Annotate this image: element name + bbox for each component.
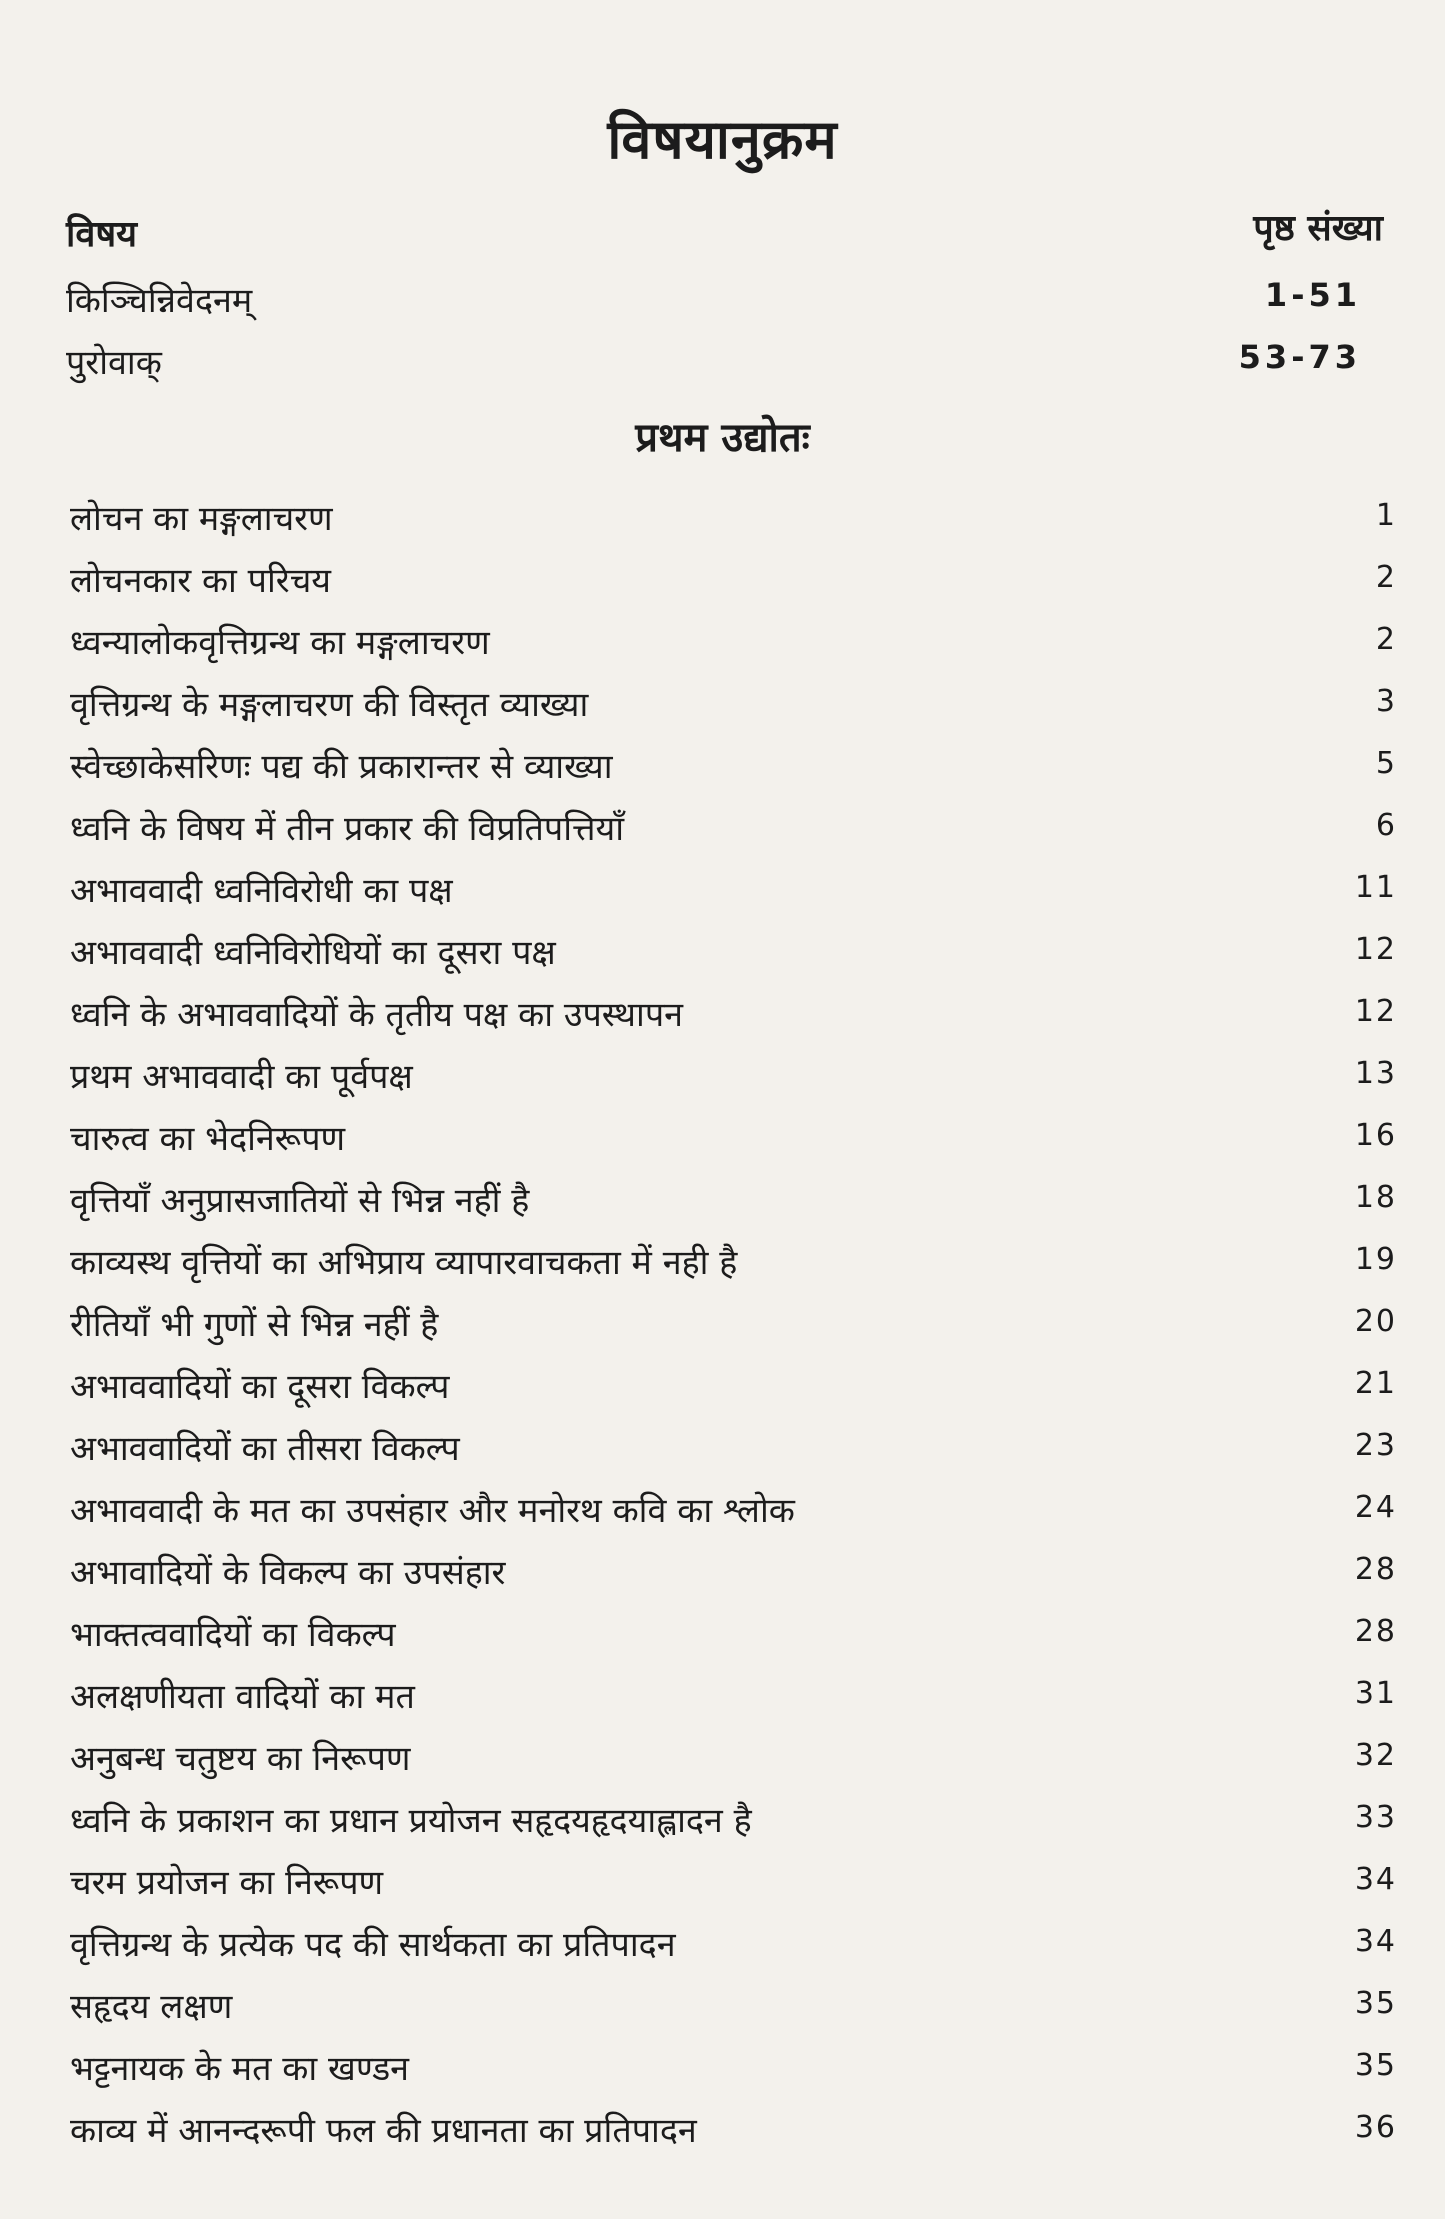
toc-entry-topic: अभाववादी ध्वनिविरोधी का पक्ष (70, 871, 453, 911)
toc-entries (0, 488, 1445, 2162)
toc-entry-topic: लोचन का मङ्गलाचरण (70, 499, 333, 539)
toc-entry-topic: अभाववादियों का तीसरा विकल्प (70, 1429, 460, 1469)
toc-entry-page: 34 (1354, 1862, 1397, 1897)
toc-entry-page: 32 (1354, 1738, 1397, 1773)
toc-entry-row (70, 674, 1397, 736)
toc-entry-page: 2 (1375, 560, 1397, 595)
front-matter-topic: पुरोवाक् (66, 343, 162, 383)
toc-entry-row (70, 1728, 1397, 1790)
front-matter-row (66, 338, 1383, 394)
toc-entry-page: 33 (1354, 1800, 1397, 1835)
toc-entry-page: 20 (1354, 1304, 1397, 1339)
toc-entry-page: 3 (1375, 684, 1397, 719)
toc-entry-row (70, 550, 1397, 612)
toc-entry-topic: काव्यस्थ वृत्तियों का अभिप्राय व्यापारवाचकता में नही है (70, 1243, 738, 1283)
toc-entry-row (70, 2038, 1397, 2100)
toc-entry-row (70, 1976, 1397, 2038)
section-heading: प्रथम उद्योतः (635, 415, 810, 461)
toc-entry-page: 11 (1354, 870, 1397, 905)
toc-entry-page: 21 (1354, 1366, 1397, 1401)
toc-entry-topic: चारुत्व का भेदनिरूपण (70, 1119, 346, 1159)
toc-entry-page: 1 (1375, 498, 1397, 533)
toc-entry-topic: अभावादियों के विकल्प का उपसंहार (70, 1553, 506, 1593)
toc-entry-row (70, 1418, 1397, 1480)
toc-entry-page: 24 (1354, 1490, 1397, 1525)
page-title: विषयानुक्रम (607, 108, 838, 171)
toc-entry-row (70, 860, 1397, 922)
column-header-topic: विषय (66, 214, 138, 255)
toc-entry-topic: वृत्तिग्रन्थ के मङ्गलाचरण की विस्तृत व्याख्या (70, 685, 589, 725)
toc-entry-page: 12 (1354, 994, 1397, 1029)
toc-entry-topic: ध्वनि के प्रकाशन का प्रधान प्रयोजन सहृदयहृदयाह्लादन है (70, 1801, 752, 1841)
toc-entry-row (70, 1604, 1397, 1666)
toc-entry-row (70, 1046, 1397, 1108)
toc-entry-row (70, 798, 1397, 860)
toc-entry-page: 28 (1354, 1614, 1397, 1649)
toc-entry-row (70, 1790, 1397, 1852)
toc-entry-page: 5 (1375, 746, 1397, 781)
front-matter-row (66, 276, 1383, 332)
toc-entry-row (70, 1356, 1397, 1418)
toc-entry-topic: अभाववादी के मत का उपसंहार और मनोरथ कवि का श्लोक (70, 1491, 795, 1531)
toc-entry-row (70, 1170, 1397, 1232)
toc-entry-topic: अभाववादियों का दूसरा विकल्प (70, 1367, 450, 1407)
front-matter-page: 1-51 (1264, 276, 1361, 314)
toc-entry-row (70, 984, 1397, 1046)
toc-entry-page: 19 (1354, 1242, 1397, 1277)
toc-entry-page: 18 (1354, 1180, 1397, 1215)
toc-entry-row (70, 1294, 1397, 1356)
toc-entry-topic: ध्वनि के अभाववादियों के तृतीय पक्ष का उपस्थापन (70, 995, 684, 1035)
toc-entry-topic: अलक्षणीयता वादियों का मत (70, 1677, 415, 1717)
toc-entry-topic: अनुबन्ध चतुष्टय का निरूपण (70, 1739, 411, 1779)
front-matter-page: 53-73 (1238, 338, 1361, 376)
toc-entry-topic: सहृदय लक्षण (70, 1987, 233, 2027)
toc-entry-page: 12 (1354, 932, 1397, 967)
toc-entry-topic: अभाववादी ध्वनिविरोधियों का दूसरा पक्ष (70, 933, 556, 973)
toc-entry-page: 13 (1354, 1056, 1397, 1091)
toc-entry-page: 34 (1354, 1924, 1397, 1959)
toc-entry-row (70, 1666, 1397, 1728)
toc-entry-row (70, 922, 1397, 984)
toc-entry-row (70, 488, 1397, 550)
toc-entry-topic: वृत्तिग्रन्थ के प्रत्येक पद की सार्थकता का प्रतिपादन (70, 1925, 676, 1965)
toc-entry-topic: चरम प्रयोजन का निरूपण (70, 1863, 384, 1903)
toc-entry-row (70, 1480, 1397, 1542)
toc-entry-topic: भाक्तत्ववादियों का विकल्प (70, 1615, 396, 1655)
toc-entry-row (70, 1232, 1397, 1294)
toc-entry-row (70, 736, 1397, 798)
toc-entry-page: 35 (1354, 1986, 1397, 2021)
toc-entry-topic: लोचनकार का परिचय (70, 561, 332, 601)
toc-entry-topic: स्वेच्छाकेसरिणः पद्य की प्रकारान्तर से व्याख्या (70, 747, 613, 787)
toc-entry-page: 6 (1375, 808, 1397, 843)
toc-entry-page: 23 (1354, 1428, 1397, 1463)
toc-entry-page: 2 (1375, 622, 1397, 657)
toc-entry-row (70, 1542, 1397, 1604)
toc-entry-topic: ध्वनि के विषय में तीन प्रकार की विप्रतिपत्तियाँ (70, 809, 625, 849)
toc-entry-page: 36 (1354, 2110, 1397, 2145)
toc-entry-page: 35 (1354, 2048, 1397, 2083)
toc-entry-topic: काव्य में आनन्दरूपी फल की प्रधानता का प्रतिपादन (70, 2111, 697, 2151)
toc-entry-page: 16 (1354, 1118, 1397, 1153)
toc-entry-topic: वृत्तियाँ अनुप्रासजातियों से भिन्न नहीं है (70, 1181, 530, 1221)
toc-entry-topic: रीतियाँ भी गुणों से भिन्न नहीं है (70, 1305, 439, 1345)
toc-entry-page: 31 (1354, 1676, 1397, 1711)
toc-entry-row (70, 612, 1397, 674)
toc-entry-row (70, 2100, 1397, 2162)
toc-entry-topic: भट्टनायक के मत का खण्डन (70, 2049, 410, 2089)
toc-entry-row (70, 1108, 1397, 1170)
toc-entry-topic: प्रथम अभाववादी का पूर्वपक्ष (70, 1057, 413, 1097)
toc-entry-topic: ध्वन्यालोकवृत्तिग्रन्थ का मङ्गलाचरण (70, 623, 490, 663)
toc-entry-page: 28 (1354, 1552, 1397, 1587)
front-matter-topic: किञ्चिन्निवेदनम् (66, 281, 253, 321)
toc-entry-row (70, 1914, 1397, 1976)
column-header-page-number: पृष्ठ संख्या (1253, 208, 1383, 249)
toc-entry-row (70, 1852, 1397, 1914)
